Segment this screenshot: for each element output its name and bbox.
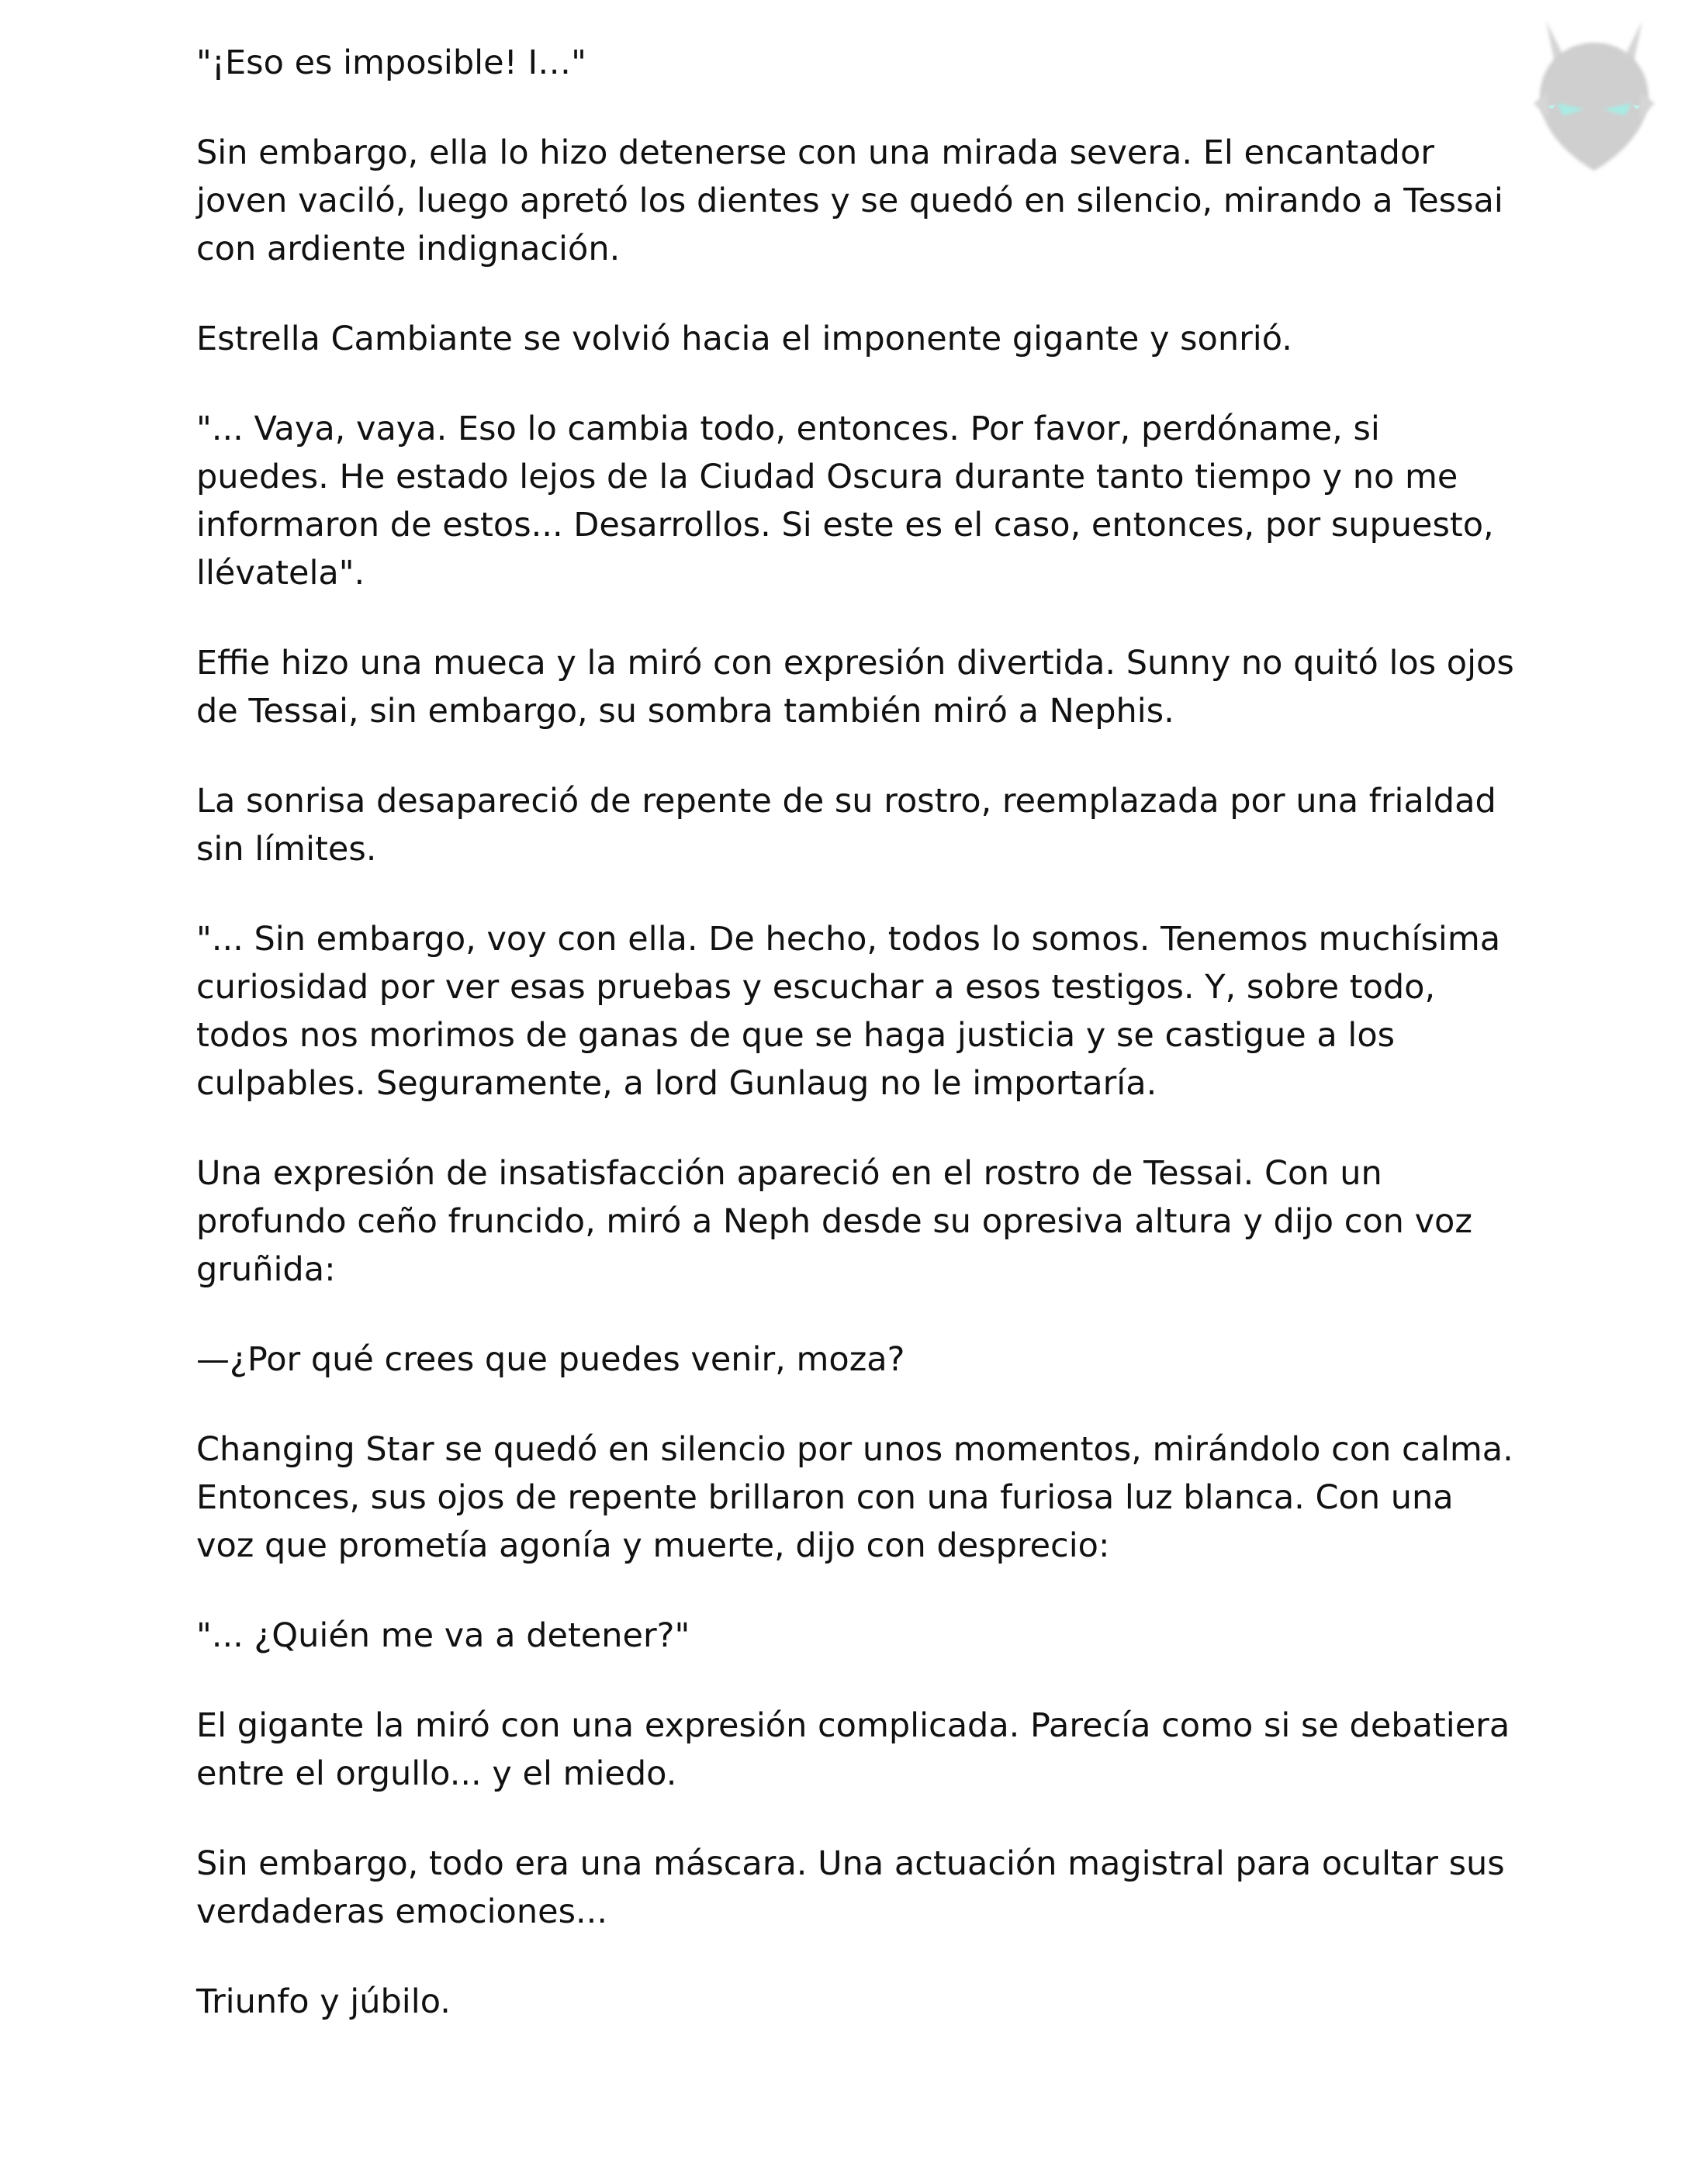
demon-head-logo-icon: [1517, 12, 1672, 182]
paragraph: Sin embargo, ella lo hizo detenerse con una mirada severa. El encantador joven vaciló, luego apretó los dientes y se quedó en silencio, mirando a Tessai con ardiente indignación.: [196, 133, 1503, 268]
paragraph: El gigante la miró con una expresión complicada. Parecía como si se debatiera entre el orgullo... y el miedo.: [196, 1706, 1510, 1793]
paragraph: "... ¿Quién me va a detener?": [196, 1616, 690, 1655]
paragraph: "... Sin embargo, voy con ella. De hecho, todos lo somos. Tenemos muchísima curiosidad por ver esas pruebas y escuchar a esos testigos. Y, sobre todo, todos nos morimos de ganas de que se haga justicia y se castigue a los culpables. Seguramente, a lord Gunlaug no le importaría.: [196, 920, 1501, 1103]
paragraph: Estrella Cambiante se volvió hacia el imponente gigante y sonrió.: [196, 320, 1292, 358]
paragraph: "... Vaya, vaya. Eso lo cambia todo, entonces. Por favor, perdóname, si puedes. He estado lejos de la Ciudad Oscura durante tanto tiempo y no me informaron de estos... Desarrollos. Si este es el caso, entonces, por supuesto, llévatela".: [196, 410, 1494, 593]
paragraph: —¿Por qué crees que puedes venir, moza?: [196, 1340, 905, 1379]
paragraph: Effie hizo una mueca y la miró con expresión divertida. Sunny no quitó los ojos de Tessai, sin embargo, su sombra también miró a Nephis.: [196, 644, 1514, 731]
paragraph: Sin embargo, todo era una máscara. Una actuación magistral para ocultar sus verdaderas emociones...: [196, 1844, 1505, 1931]
paragraph: Triunfo y júbilo.: [196, 1982, 451, 2021]
paragraph: Changing Star se quedó en silencio por unos momentos, mirándolo con calma. Entonces, sus ojos de repente brillaron con una furiosa luz blanca. Con una voz que prometía agonía y muerte, dijo con desprecio:: [196, 1430, 1513, 1565]
paragraph: "¡Eso es imposible! I…": [196, 43, 586, 82]
document-body: [196, 39, 1515, 2068]
paragraph: Una expresión de insatisfacción apareció en el rostro de Tessai. Con un profundo ceño fruncido, miró a Neph desde su opresiva altura y dijo con voz gruñida:: [196, 1154, 1472, 1289]
paragraph: La sonrisa desapareció de repente de su rostro, reemplazada por una frialdad sin límites.: [196, 782, 1496, 869]
